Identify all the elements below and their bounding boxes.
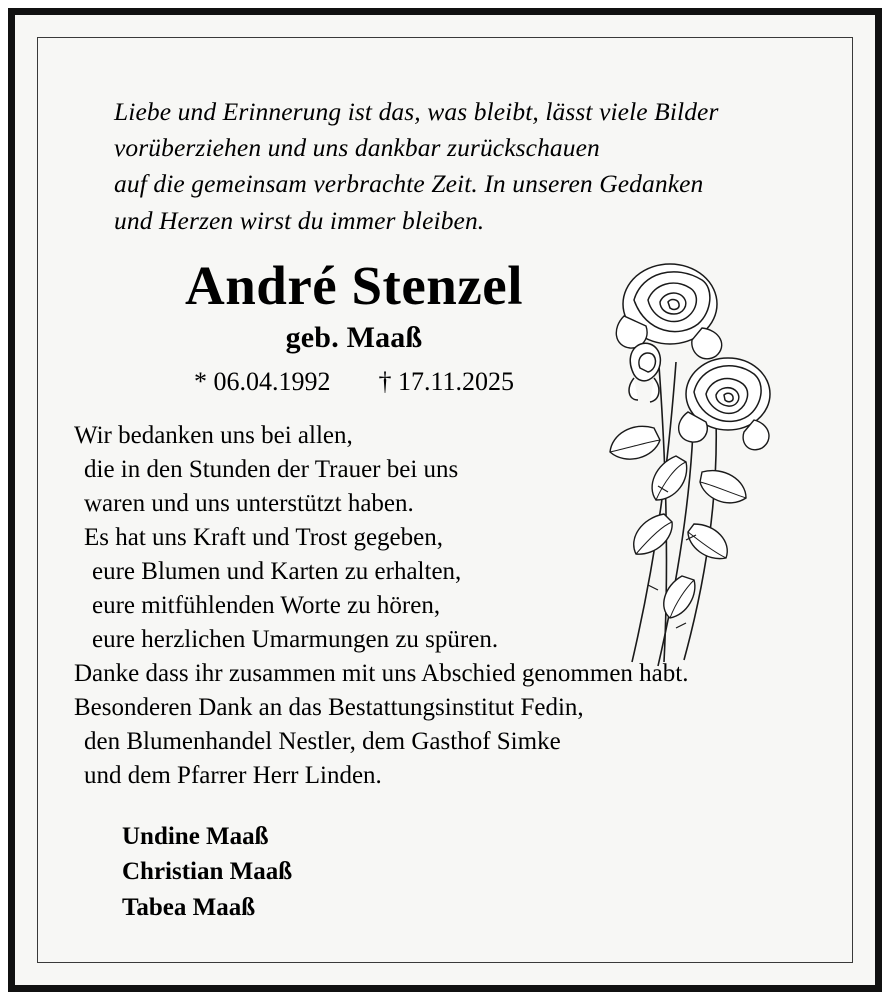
maiden-name: geb. Maaß	[285, 320, 423, 354]
signature-name: Tabea Maaß	[122, 893, 256, 921]
epitaph-line: auf die gemeinsam verbrachte Zeit. In unseren Gedanken	[114, 169, 704, 199]
obituary-content	[74, 74, 816, 926]
body-line: die in den Stunden der Trauer bei uns	[84, 455, 459, 483]
body-line: den Blumenhandel Nestler, dem Gasthof Simke	[84, 727, 561, 755]
birth-date: * 06.04.1992	[193, 366, 331, 396]
body-line: Danke dass ihr zusammen mit uns Abschied genommen habt.	[74, 659, 689, 687]
rose-bouquet-icon	[598, 242, 798, 672]
body-line: und dem Pfarrer Herr Linden.	[84, 761, 382, 789]
body-line: waren und uns unterstützt haben.	[84, 489, 414, 517]
signature-name: Christian Maaß	[122, 858, 293, 886]
body-line: Wir bedanken uns bei allen,	[74, 421, 353, 449]
life-dates	[74, 367, 634, 397]
body-line: eure herzlichen Umarmungen zu spüren.	[92, 625, 499, 653]
deceased-name: André Stenzel	[185, 254, 523, 316]
inner-border	[37, 37, 853, 963]
signature-name: Undine Maaß	[122, 822, 269, 850]
body-line: Besonderen Dank an das Bestattungsinstitut Fedin,	[74, 693, 584, 721]
name-block	[74, 254, 634, 397]
outer-border	[8, 8, 882, 992]
body-line: Es hat uns Kraft und Trost gegeben,	[84, 523, 443, 551]
epitaph-line: Liebe und Erinnerung ist das, was bleibt, lässt viele Bilder	[114, 97, 719, 126]
death-date: † 17.11.2025	[378, 366, 515, 396]
body-line: eure Blumen und Karten zu erhalten,	[92, 557, 462, 585]
epitaph-line: vorüberziehen und uns dankbar zurückschauen	[114, 133, 600, 163]
signature-list	[74, 819, 816, 926]
epitaph-line: und Herzen wirst du immer bleiben.	[114, 205, 485, 235]
epitaph-verse	[114, 94, 834, 239]
body-line: eure mitfühlenden Worte zu hören,	[92, 591, 441, 619]
